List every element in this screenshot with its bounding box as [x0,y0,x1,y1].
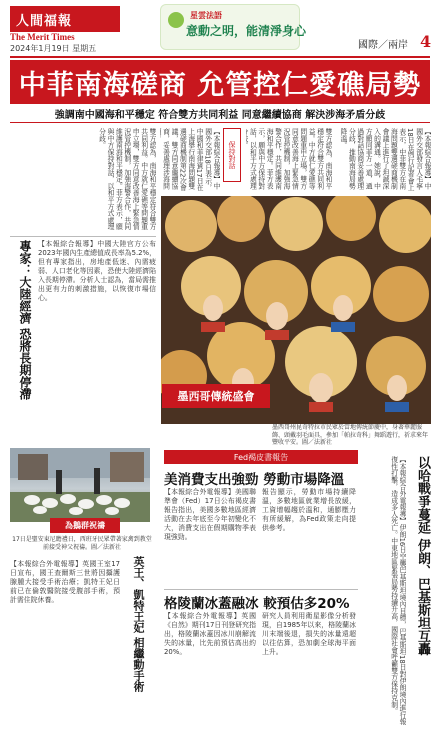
uk-story-body: 【本報綜合外電報導】英國王室17日宣布，國王查爾斯三世將因攝護腺腫大接受手術治療；凱特王妃日前已在倫敦醫院接受腹部手術，預計需住院休養。 [10,560,120,604]
quote-banner-label: 星雲法語 [190,11,222,20]
festival-photo-caption: 墨西哥州昆奇特拉市民眾於當地傳統節慶中，身著華麗服飾、頭戴羽毛面具，參加「帕拉奇科」舞蹈遊行，祈求來年豐收平安。圖／法新社 [272,424,429,447]
leaf-icon [168,12,184,28]
lead-story-body: 雙方認為，南海和平穩定符合雙方共同利益。中方就仁愛礁等問題重申立場，雙方同意改善海上緊急情況管控機制，加強海警合作，共同維護南海和平穩定。菲方表示，願與中方保持對話，以和平方式處理 [248,128,332,190]
festival-photo-title: 墨西哥傳統盛會 [162,384,270,408]
tag-label: 保持對話 [223,128,241,182]
greenland-headline: 格陵蘭冰蓋融冰 較預估多20% [164,596,350,612]
masthead-divider [10,56,430,58]
geese-photo [10,448,150,522]
geese-photo-caption: 17日是聖安東尼瞻禮日，西班牙民眾帶著家禽到教堂前接受神父祝禱。圖／法新社 [12,536,152,551]
section-label: 國際／兩岸 [358,40,408,51]
issue-date: 2024年1月19日 星期五 [10,44,97,53]
left-story-title: 專家：大陸經濟 恐將長期停滯 [18,240,32,401]
main-subheadline: 強調南中國海和平穩定 符合雙方共同利益 同意繼續協商 解決涉海矛盾分歧 [54,110,386,121]
fed-body-column-1: 【本報綜合外電報導】美國聯準會（Fed）17日公布褐皮書報告指出，美國多數地區經濟活動在去年底至今年初變化不大，消費支出在假期購物季表現強勁。 [164,488,256,541]
fed-report-label: Fed褐皮書報告 [164,450,358,464]
left-top-text: 雙方認為，南海和平穩定符合雙方共同利益。中方就仁愛礁等問題重申立場，雙方同意改善海上緊急情況管控機制，加強海警合作，共同維護南海和平穩定。菲方表示，願與中方保持對話，以和平方式處理分歧。 [97,128,156,230]
right-bottom-story-body: 【本報綜合外電報導】伊朗16日空襲巴基斯坦境內目標，巴基斯坦18日對伊朗境內進行報復性打擊，造成多人死亡。中東地區緊張局勢持續升高，國際社會呼籲雙方保持克制。 [389,456,406,725]
fed-divider [164,589,358,590]
main-headline: 中菲南海磋商 允管控仁愛礁局勢 [10,60,430,104]
lead-story-dateline: 【本報綜合報導】中國外交部18日表示，中國和菲律賓17日在上海舉行南海問題雙邊磋商機制第22次會議，雙方同意繼續協商，妥善處理涉海問 [161,128,220,192]
fed-body-column-2: 報告顯示，勞動市場持續降溫，多數地區就業增長放緩，工資增幅趨於溫和，通膨壓力有所緩解，為Fed政策走向提供參考。 [262,488,356,532]
headline-divider [10,122,430,123]
column-divider [10,236,156,237]
left-story-body: 【本報綜合報導】中國大陸官方公布2023年國內生產總值成長率為5.2%，但有專家指出，房地產低迷、內需疲弱、人口老化等因素，恐使大陸經濟陷入長期停滯。分析人士認為，當局需推出更有力的刺激措施，以恢復市場信心。 [38,240,156,302]
right-top-story-body: 【本報綜合報導】中國外交部發言人毛寧18日在例行記者會上表示，中菲雙方在南海問題雙邊磋商機制會議上進行了坦誠深入的溝通。她說，中方願同菲方一道，通過對話協商妥善處理分歧，推動南海局勢降溫。 [338,128,431,192]
fed-headline: 美消費支出強勁 勞動市場降溫 [164,472,345,488]
geese-photo-title: 為鵝群祝禱 [50,518,120,533]
newspaper-logo: 人間福報 [10,6,120,32]
newspaper-logo-english: The Merit Times [10,32,75,42]
greenland-body-column-2: 研究人員利用衛星影像分析發現，自1985年以來，格陵蘭冰川末端後退，損失的冰量遠超以往估算，恐加劇全球海平面上升。 [262,612,356,656]
page-number: 4 [420,32,432,51]
right-bottom-story-title: 以哈戰爭蔓延 伊朗、巴基斯坦互轟 [415,456,430,656]
greenland-body-column-1: 【本報綜合外電報導】英國《自然》期刊17日刊登研究指出，格陵蘭冰蓋因冰川崩解流失的冰量，比先前預估高出約20%。 [164,612,256,656]
quote-banner-text: 意動之明，能清淨身心 [186,24,307,38]
uk-story-title: 英王、凱特王妃 相繼動手術 [132,556,145,692]
